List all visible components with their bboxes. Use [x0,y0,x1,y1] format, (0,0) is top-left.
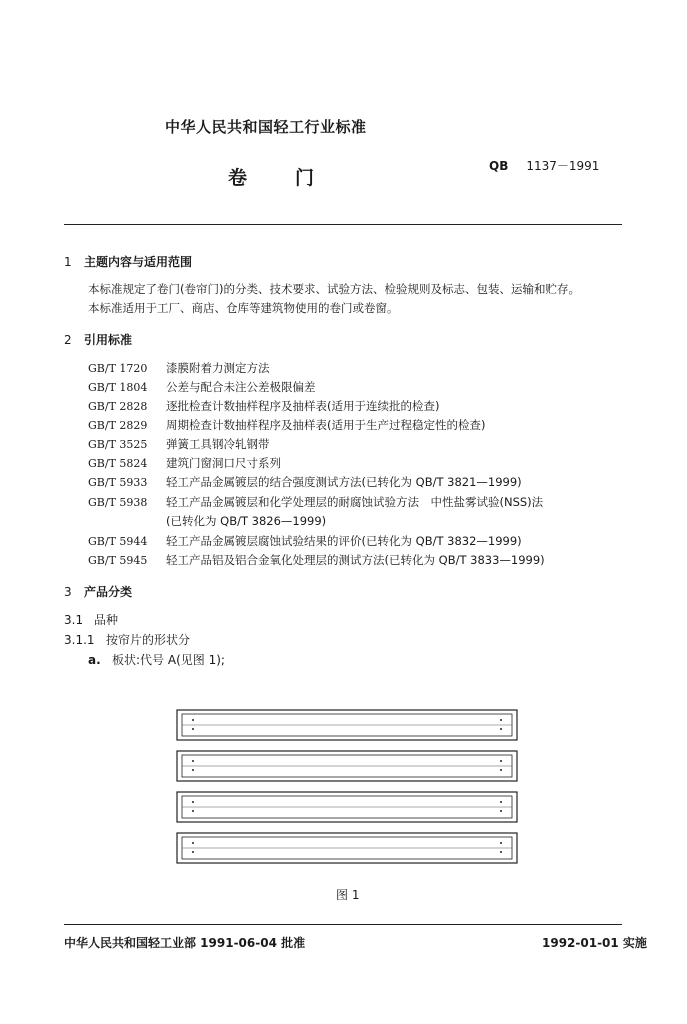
figure-caption: 图 1 [336,888,360,902]
reference-title: (已转化为 QB/T 3826—1999) [166,514,327,528]
subsection-title: 按帘片的形状分 [106,633,191,647]
slat [177,710,517,740]
list-marker: a. [88,653,101,667]
reference-item [88,513,326,529]
standard-number [489,157,599,174]
standard-code: 1137－1991 [526,159,600,173]
reference-item [88,379,316,395]
reference-code: GB/T 5945 [88,554,148,567]
reference-title: 轻工产品金属镀层的结合强度测试方法(已转化为 QB/T 3821—1999) [166,475,522,489]
reference-title: 逐批检查计数抽样程序及抽样表(适用于连续批的检查) [166,399,440,413]
paragraph: 本标准规定了卷门(卷帘门)的分类、技术要求、试验方法、检验规则及标志、包装、运输和贮存。 [88,282,580,296]
subsection-number: 3.1 [64,613,84,627]
reference-title: 建筑门窗洞口尺寸系列 [166,456,281,470]
section-title: 产品分类 [84,585,133,599]
footer-divider [64,924,622,925]
section-title: 主题内容与适用范围 [84,255,193,269]
slat [177,833,517,863]
reference-item [88,455,281,471]
reference-item [88,417,485,433]
reference-title: 公差与配合未注公差极限偏差 [166,380,316,394]
header-divider [64,224,622,225]
reference-code: GB/T 2829 [88,419,148,432]
reference-title: 轻工产品金属镀层和化学处理层的耐腐蚀试验方法 中性盐雾试验(NSS)法 [166,495,544,509]
reference-code: GB/T 1804 [88,381,148,394]
reference-title: 漆膜附着力测定方法 [166,361,270,375]
reference-code: GB/T 5938 [88,496,148,509]
section-number: 1 [64,255,72,269]
slat [177,751,517,781]
section-2-heading [64,331,132,348]
section-3-heading [64,583,132,600]
section-number: 2 [64,333,72,347]
reference-title: 周期检查计数抽样程序及抽样表(适用于生产过程稳定性的检查) [166,418,486,432]
reference-item [88,474,522,490]
figure-1-slats [176,708,518,870]
document-title: 卷门 [228,167,363,189]
reference-title: 轻工产品金属镀层腐蚀试验结果的评价(已转化为 QB/T 3832—1999) [166,534,522,548]
subsection-title: 品种 [94,613,119,627]
reference-code: GB/T 3525 [88,438,148,451]
list-text: 板状:代号 A(见图 1); [112,653,225,667]
reference-item [88,360,270,376]
paragraph: 本标准适用于工厂、商店、仓库等建筑物使用的卷门或卷窗。 [88,301,399,315]
reference-code: GB/T 1720 [88,362,148,375]
section-1-heading [64,253,192,270]
approval-line: 中华人民共和国轻工业部 1991-06-04 批准 [64,936,306,950]
reference-item [88,533,522,549]
reference-code: GB/T 2828 [88,400,148,413]
reference-item [88,398,439,414]
effective-date: 1992-01-01 实施 [542,936,647,950]
slat [177,792,517,822]
subsection-3-1-1 [64,631,190,648]
reference-code: GB/T 5933 [88,476,148,489]
reference-title: 弹簧工具钢冷轧钢带 [166,437,270,451]
section-number: 3 [64,585,72,599]
section-title: 引用标准 [84,333,133,347]
list-item-a [88,651,225,668]
standard-prefix: QB [489,159,509,173]
reference-item [88,494,543,510]
subsection-number: 3.1.1 [64,633,95,647]
reference-code: GB/T 5944 [88,535,148,548]
org-title: 中华人民共和国轻工行业标准 [165,118,367,136]
reference-item [88,552,545,568]
reference-title: 轻工产品铝及铝合金氧化处理层的测试方法(已转化为 QB/T 3833—1999) [166,553,545,567]
reference-code: GB/T 5824 [88,457,148,470]
reference-item [88,436,270,452]
subsection-3-1 [64,611,118,628]
